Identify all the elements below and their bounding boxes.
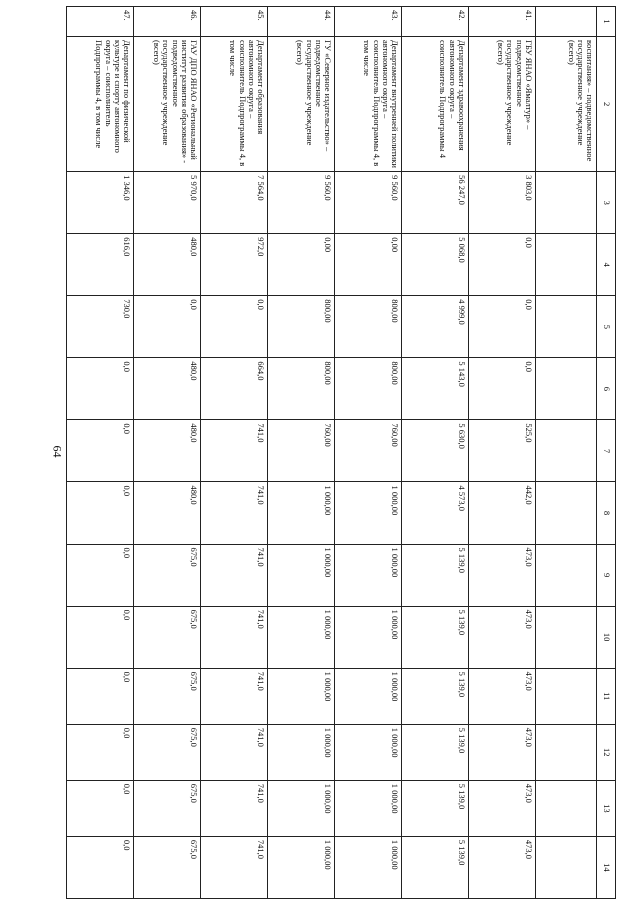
- table-cell: 675,0: [134, 724, 201, 780]
- col-header: 11: [597, 668, 616, 724]
- col-header: 12: [597, 724, 616, 780]
- table-cell: 0,0: [67, 420, 134, 482]
- row-name: Департамент здравоохранения автономного округа – соисполнитель Подпрограммы 4: [401, 37, 468, 172]
- table-cell: 0,0: [67, 668, 134, 724]
- table-cell: [535, 482, 596, 544]
- table-row: [535, 7, 596, 899]
- table-cell: 480,0: [134, 234, 201, 296]
- col-header: 6: [597, 358, 616, 420]
- table-cell: 741,0: [200, 606, 267, 668]
- table-cell: 0,0: [67, 724, 134, 780]
- table-cell: 760,00: [267, 420, 334, 482]
- table-cell: 1 000,00: [334, 668, 401, 724]
- table-cell: 473,0: [468, 606, 535, 668]
- table-cell: [535, 836, 596, 898]
- table-cell: 730,0: [67, 296, 134, 358]
- table-cell: 480,0: [134, 358, 201, 420]
- table-cell: 5 970,0: [134, 172, 201, 234]
- table-cell: 675,0: [134, 780, 201, 836]
- col-header: 10: [597, 606, 616, 668]
- table-row: [334, 7, 401, 899]
- table-cell: 1 000,00: [267, 668, 334, 724]
- table-cell: 525,0: [468, 420, 535, 482]
- rotated-table-container: [66, 6, 616, 899]
- table-cell: 5 139,0: [401, 668, 468, 724]
- table-cell: 4 999,0: [401, 296, 468, 358]
- budget-table: [66, 6, 616, 899]
- table-cell: 675,0: [134, 668, 201, 724]
- table-cell: 675,0: [134, 544, 201, 606]
- col-header: 9: [597, 544, 616, 606]
- table-row: [401, 7, 468, 899]
- row-name: Департамент по физической культуре и спорту автономного округа – соисполнитель Подпрограммы 4, в том числе: [67, 37, 134, 172]
- table-row: [267, 7, 334, 899]
- row-number: 46.: [134, 7, 201, 37]
- table-cell: [535, 234, 596, 296]
- table-cell: 9 560,0: [334, 172, 401, 234]
- col-header: 2: [597, 37, 616, 172]
- table-row: [468, 7, 535, 899]
- table-cell: 675,0: [134, 836, 201, 898]
- col-header: 14: [597, 836, 616, 898]
- table-cell: [535, 724, 596, 780]
- row-name: ГАУ ДПО ЯНАО «Региональный институт развития образования» - подведомственное государственное учреждение (всего): [134, 37, 201, 172]
- row-name: Департамент образования автономного округа – соисполнитель Подпрограммы 4, в том числе: [200, 37, 267, 172]
- table-cell: 5 139,0: [401, 606, 468, 668]
- table-cell: 56 247,0: [401, 172, 468, 234]
- table-cell: 9 560,0: [267, 172, 334, 234]
- table-cell: 800,00: [334, 358, 401, 420]
- table-cell: 741,0: [200, 836, 267, 898]
- table-cell: 664,0: [200, 358, 267, 420]
- table-cell: 741,0: [200, 668, 267, 724]
- table-cell: 5 068,0: [401, 234, 468, 296]
- row-name: воспитания» – подведомственное государственное учреждение (всего): [535, 37, 596, 172]
- row-name: ГУ «Северное издательство» – подведомственное государственное учреждение (всего): [267, 37, 334, 172]
- row-number: 41.: [468, 7, 535, 37]
- table-cell: 5 139,0: [401, 544, 468, 606]
- table-cell: 0,00: [334, 234, 401, 296]
- table-cell: 741,0: [200, 420, 267, 482]
- row-name: Департамент внутренней политики автономного округа – соисполнитель Подпрограммы 4, в том числе: [334, 37, 401, 172]
- table-cell: 760,00: [334, 420, 401, 482]
- table-cell: 1 000,00: [267, 482, 334, 544]
- table-cell: [535, 420, 596, 482]
- row-number: 45.: [200, 7, 267, 37]
- table-cell: 0,0: [134, 296, 201, 358]
- table-cell: 741,0: [200, 724, 267, 780]
- table-cell: 0,0: [468, 358, 535, 420]
- table-cell: 473,0: [468, 836, 535, 898]
- table-cell: 1 000,00: [267, 724, 334, 780]
- row-number: 47.: [67, 7, 134, 37]
- table-cell: 5 143,0: [401, 358, 468, 420]
- page-number: 64: [50, 445, 65, 458]
- row-number: 44.: [267, 7, 334, 37]
- table-cell: [535, 358, 596, 420]
- table-cell: 480,0: [134, 420, 201, 482]
- table-cell: 1 000,00: [267, 606, 334, 668]
- col-header: 1: [597, 7, 616, 37]
- table-cell: 1 000,00: [334, 724, 401, 780]
- col-header: 7: [597, 420, 616, 482]
- table-cell: 442,0: [468, 482, 535, 544]
- table-cell: 0,0: [67, 606, 134, 668]
- table-cell: 4 573,0: [401, 482, 468, 544]
- row-number: [535, 7, 596, 37]
- table-cell: 741,0: [200, 780, 267, 836]
- table-cell: 5 139,0: [401, 724, 468, 780]
- col-header: 3: [597, 172, 616, 234]
- table-cell: [535, 296, 596, 358]
- table-cell: 800,00: [334, 296, 401, 358]
- table-cell: 1 000,00: [334, 836, 401, 898]
- table-cell: 7 564,0: [200, 172, 267, 234]
- table-cell: 1 346,0: [67, 172, 134, 234]
- table-cell: 741,0: [200, 482, 267, 544]
- table-cell: 473,0: [468, 780, 535, 836]
- col-header: 13: [597, 780, 616, 836]
- col-header: 4: [597, 234, 616, 296]
- table-cell: 473,0: [468, 544, 535, 606]
- table-cell: 3 803,0: [468, 172, 535, 234]
- table-cell: 0,0: [67, 482, 134, 544]
- table-cell: 0,0: [67, 780, 134, 836]
- table-cell: 800,00: [267, 358, 334, 420]
- table-cell: 1 000,00: [334, 606, 401, 668]
- table-cell: 0,0: [200, 296, 267, 358]
- table-cell: 675,0: [134, 606, 201, 668]
- table-cell: 0,00: [267, 234, 334, 296]
- table-cell: 473,0: [468, 724, 535, 780]
- row-name: ГБУ ЯНАО «Ямалтур» – подведомственное государственное учреждение (всего): [468, 37, 535, 172]
- col-header: 8: [597, 482, 616, 544]
- table-row: [134, 7, 201, 899]
- table-cell: 0,0: [468, 296, 535, 358]
- table-cell: [535, 544, 596, 606]
- table-cell: 1 000,00: [267, 836, 334, 898]
- table-cell: 800,00: [267, 296, 334, 358]
- table-cell: [535, 606, 596, 668]
- header-row: [597, 7, 616, 899]
- table-cell: 473,0: [468, 668, 535, 724]
- table-cell: 616,0: [67, 234, 134, 296]
- table-cell: [535, 172, 596, 234]
- table-cell: 0,0: [468, 234, 535, 296]
- table-cell: 0,0: [67, 544, 134, 606]
- table-cell: 1 000,00: [267, 544, 334, 606]
- table-cell: 0,0: [67, 836, 134, 898]
- table-cell: 1 000,00: [267, 780, 334, 836]
- table-cell: 972,0: [200, 234, 267, 296]
- row-number: 42.: [401, 7, 468, 37]
- table-cell: [535, 668, 596, 724]
- col-header: 5: [597, 296, 616, 358]
- row-number: 43.: [334, 7, 401, 37]
- table-cell: 0,0: [67, 358, 134, 420]
- table-cell: 741,0: [200, 544, 267, 606]
- table-cell: 480,0: [134, 482, 201, 544]
- table-cell: 1 000,00: [334, 482, 401, 544]
- table-cell: 5 139,0: [401, 836, 468, 898]
- table-cell: 1 000,00: [334, 544, 401, 606]
- table-cell: [535, 780, 596, 836]
- table-row: [200, 7, 267, 899]
- table-cell: 5 630,0: [401, 420, 468, 482]
- table-cell: 1 000,00: [334, 780, 401, 836]
- table-cell: 5 139,0: [401, 780, 468, 836]
- table-row: [67, 7, 134, 899]
